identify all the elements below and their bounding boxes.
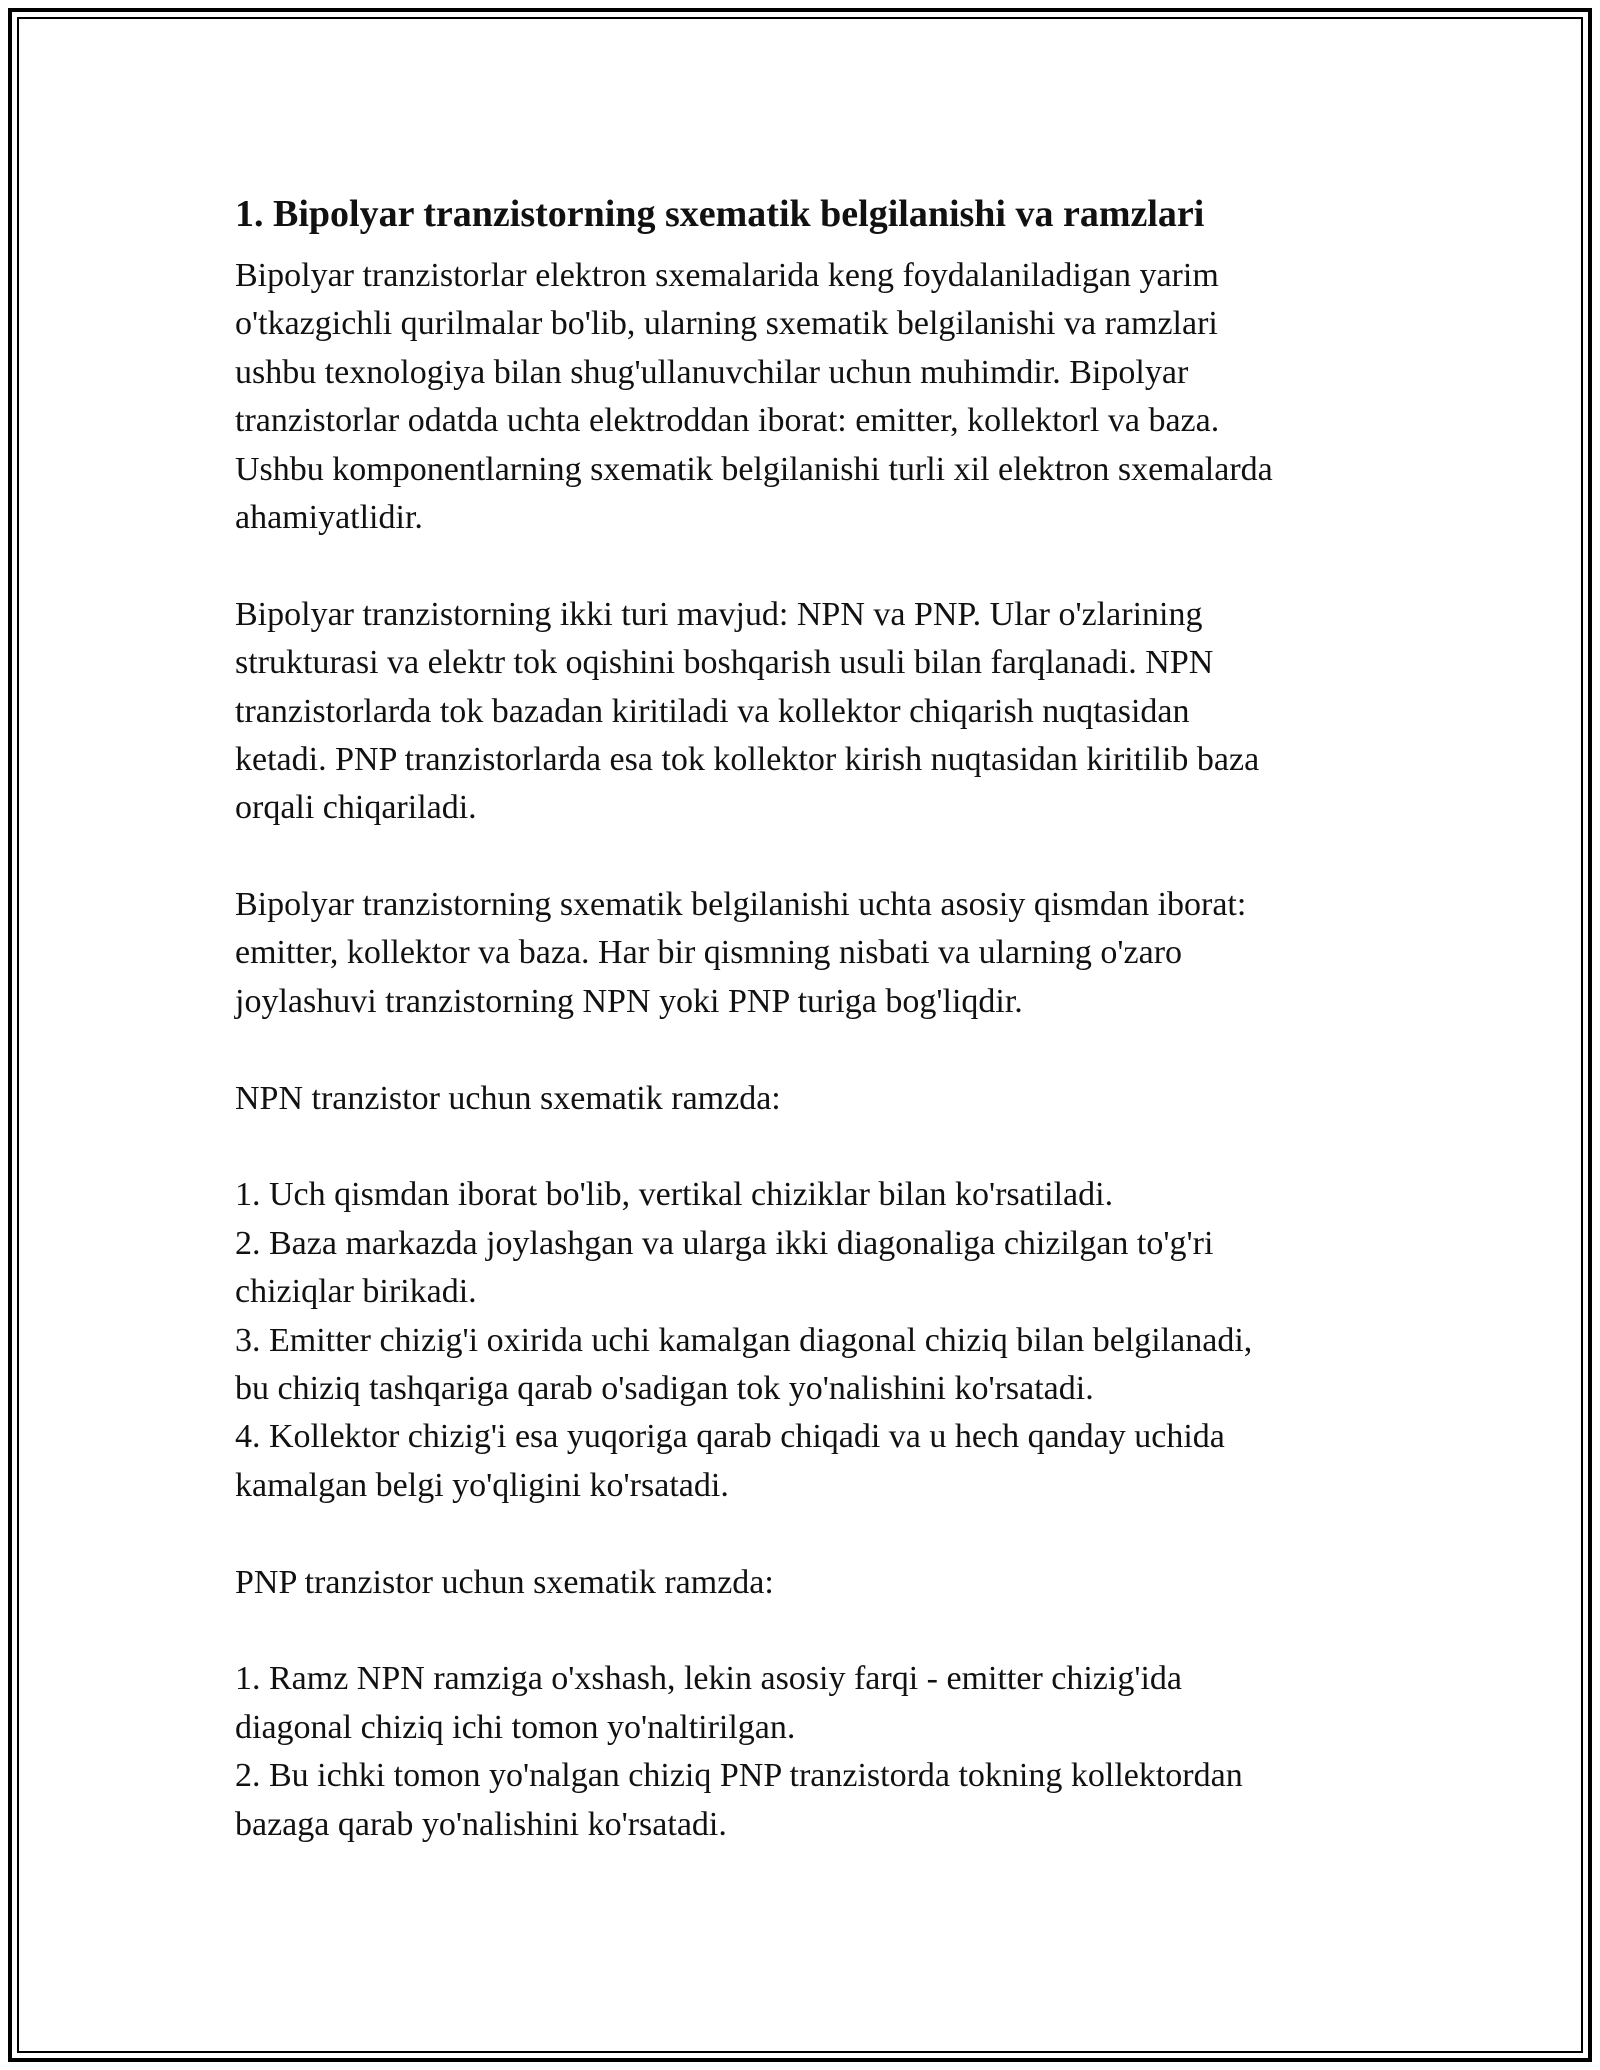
document-page — [235, 188, 1375, 1849]
text-line: tranzistorlarda tok bazadan kiritiladi va kollektor chiqarish nuqtasidan — [235, 692, 1190, 730]
paragraph-spacer — [235, 542, 1375, 590]
npn-heading: NPN tranzistor uchun sxematik ramzda: — [235, 1079, 781, 1117]
list-item: 2. Bu ichki tomon yo'nalgan chiziq PNP tranzistorda tokning kollektordan — [235, 1757, 1243, 1795]
paragraph-spacer — [235, 1510, 1375, 1558]
list-item: 1. Ramz NPN ramziga o'xshash, lekin asosiy farqi - emitter chizig'ida — [235, 1660, 1183, 1698]
list-item: 1. Uch qismdan iborat bo'lib, vertikal chiziklar bilan ko'rsatiladi. — [235, 1176, 1114, 1214]
text-line: Bipolyar tranzistorlar elektron sxemalarida keng foydalaniladigan yarim — [235, 257, 1219, 294]
paragraph-spacer — [235, 1026, 1375, 1074]
text-line: Bipolyar tranzistorning sxematik belgilanishi uchta asosiy qismdan iborat: — [235, 886, 1247, 924]
list-item: diagonal chiziq ichi tomon yo'naltirilgan. — [235, 1708, 796, 1746]
text-line: o'tkazgichli qurilmalar bo'lib, ularning sxematik belgilanishi va ramzlari — [235, 305, 1218, 343]
paragraph-spacer — [235, 833, 1375, 881]
text-line: Bipolyar tranzistorning ikki turi mavjud: NPN va PNP. Ular o'zlarining — [235, 595, 1203, 633]
list-item: 2. Baza markazda joylashgan va ularga ikki diagonaliga chizilgan to'g'ri — [235, 1224, 1214, 1262]
list-item: 3. Emitter chizig'i oxirida uchi kamalgan diagonal chiziq bilan belgilanadi, — [235, 1321, 1253, 1359]
text-line: Ushbu komponentlarning sxematik belgilanishi turli xil elektron sxemalarda — [235, 450, 1273, 488]
text-line: ketadi. PNP tranzistorlarda esa tok kollektor kirish nuqtasidan kiritilib baza — [235, 740, 1260, 778]
text-line: orqali chiqariladi. — [235, 789, 477, 827]
paragraph-spacer — [235, 1123, 1375, 1171]
document-body — [235, 252, 1375, 1849]
text-line: emitter, kollektor va baza. Har bir qismning nisbati va ularning o'zaro — [235, 934, 1183, 972]
text-line: strukturasi va elektr tok oqishini boshqarish usuli bilan farqlanadi. NPN — [235, 644, 1214, 682]
pnp-list — [235, 1655, 1375, 1849]
npn-list — [235, 1171, 1375, 1510]
paragraph-spacer — [235, 1607, 1375, 1655]
list-item: kamalgan belgi yo'qligini ko'rsatadi. — [235, 1466, 729, 1504]
list-item: bazaga qarab yo'nalishini ko'rsatadi. — [235, 1805, 727, 1843]
paragraph-parts — [235, 881, 1375, 1026]
text-line: joylashuvi tranzistorning NPN yoki PNP turiga bog'liqdir. — [235, 982, 1023, 1020]
list-item: 4. Kollektor chizig'i esa yuqoriga qarab chiqadi va u hech qanday uchida — [235, 1418, 1225, 1456]
text-line: ushbu texnologiya bilan shug'ullanuvchilar uchun muhimdir. Bipolyar — [235, 353, 1189, 391]
text-line: tranzistorlar odatda uchta elektroddan iborat: emitter, kollektorl va baza. — [235, 402, 1220, 440]
text-line: ahamiyatlidir. — [235, 498, 423, 536]
paragraph-intro — [235, 252, 1375, 542]
list-item: bu chiziq tashqariga qarab o'sadigan tok yo'nalishini ko'rsatadi. — [235, 1369, 1094, 1407]
paragraph-types — [235, 591, 1375, 833]
document-title: 1. Bipolyar tranzistorning sxematik belgilanishi va ramzlari — [235, 193, 1205, 235]
list-item: chiziqlar birikadi. — [235, 1273, 477, 1311]
pnp-heading: PNP tranzistor uchun sxematik ramzda: — [235, 1563, 774, 1601]
